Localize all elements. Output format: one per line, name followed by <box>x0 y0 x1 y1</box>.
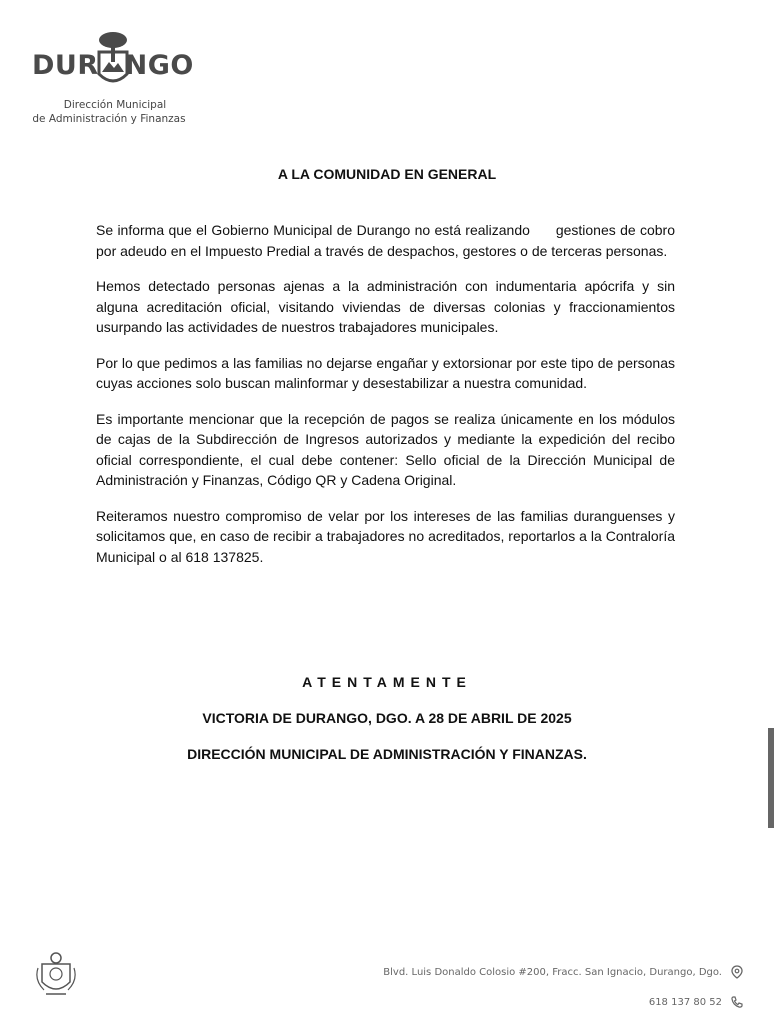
paragraph: Es importante mencionar que la recepción de pagos se realiza únicamente en los módulos de cajas de la Subdirección de Ingresos autorizados y mediante la expedición del recibo oficial correspondiente, el cual debe contener: Sello oficial de la Dirección Municipal de Administración y Finanzas, Código QR y Cadena Original. <box>96 410 675 488</box>
document-body <box>96 220 679 582</box>
paragraph: Se informa que el Gobierno Municipal de Durango no está realizando gestiones de cobro por adeudo en el Impuesto Predial a través de despachos, gestores o de terceras personas. <box>96 222 679 259</box>
paragraph: Hemos detectado personas ajenas a la administración con indumentaria apócrifa y sin alguna acreditación oficial, visitando viviendas de diversas colonias y fraccionamientos usurpando las actividades de nuestros trabajadores municipales. <box>96 278 675 335</box>
phone-icon <box>730 995 744 1009</box>
logo-wordmark-right: NGO <box>124 50 194 81</box>
location-pin-icon <box>730 965 744 979</box>
footer-address-row <box>383 962 744 982</box>
logo-subtitle-line-1: Dirección Municipal <box>63 99 167 111</box>
footer-phone-row <box>383 992 744 1012</box>
logo-wordmark-left: DUR <box>32 50 99 81</box>
closing-place-date: VICTORIA DE DURANGO, DGO. A 28 DE ABRIL DE 2025 <box>202 710 572 726</box>
scrollbar[interactable] <box>768 728 774 828</box>
document-heading: A LA COMUNIDAD EN GENERAL <box>277 166 497 182</box>
paragraph: Reiteramos nuestro compromiso de velar por los intereses de las familias duranguenses y solicitamos que, en caso de recibir a trabajadores no acreditados, reportarlos a la Contraloría Municipal o al 618 137825. <box>96 507 675 565</box>
paragraph: Por lo que pedimos a las familias no dejarse engañar y extorsionar por este tipo de personas cuyas acciones solo buscan malinformar y desestabilizar a nuestra comunidad. <box>96 354 675 391</box>
closing-atentamente: ATENTAMENTE <box>302 674 472 690</box>
closing-signature: DIRECCIÓN MUNICIPAL DE ADMINISTRACIÓN Y FINANZAS. <box>187 746 587 762</box>
footer-phone: 618 137 80 52 <box>648 996 722 1008</box>
logo-subtitle-line-2: de Administración y Finanzas <box>32 113 186 125</box>
municipal-seal-icon <box>34 950 78 1000</box>
footer-address: Blvd. Luis Donaldo Colosio #200, Fracc. San Ignacio, Durango, Dgo. <box>383 966 722 978</box>
footer <box>383 962 744 1012</box>
tree-emblem-icon <box>96 30 130 88</box>
logo-subtitle <box>30 98 200 126</box>
